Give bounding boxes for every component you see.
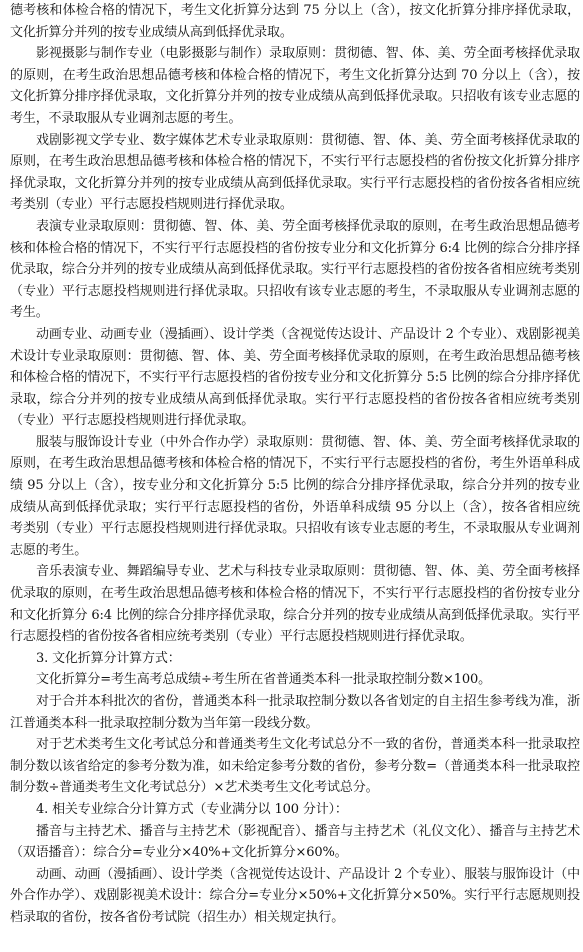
paragraph-performance-admission: 表演专业录取原则：贯彻德、智、体、美、劳全面考核择优录取的原则，在考生政治思想品德考核和体检合格的情况下，不实行平行志愿投档的省份按专业分和文化折算分 6:4 比例的综合分排序择优录取，综合分并列的按专业成绩从高到低择优录取。实行平行志愿投档的省份按各省相应统考类别（专业）平行志愿投档规则进行择优录取。只招收有该专业志愿的考生，不录取服从专业调剂志愿的考生。 bbox=[10, 218, 580, 321]
paragraph-music-dance-admission: 音乐表演专业、舞蹈编导专业、艺术与科技专业录取原则：贯彻德、智、体、美、劳全面考核择优录取的原则，在考生政治思想品德考核和体检合格的情况下，不实行平行志愿投档的省份按专业分和文化折算分 6:4 比例的综合分排序择优录取，综合分并列的按专业成绩从高到低择优录取。实行平行志愿投档的省份按各省相应统考类别（专业）平行志愿投档规则进行择优录取。 bbox=[10, 564, 580, 645]
paragraph-culture-score-formula: 文化折算分=考生高考总成绩÷考生所在省普通类本科一批录取控制分数×100。 bbox=[36, 672, 491, 688]
heading-composite-score-method: 4. 相关专业综合分计算方式（专业满分以 100 分计）： bbox=[36, 801, 348, 817]
paragraph-animation-composite: 动画、动画（漫插画）、设计学类（含视觉传达设计、产品设计 2 个专业）、服装与服饰设计（中外合作办学）、戏剧影视美术设计：综合分=专业分×50%+文化折算分×50%。实行平行志愿规则投档录取的省份，按各省份考试院（招生办）相关规定执行。 bbox=[10, 866, 580, 925]
paragraph-film-photography-admission: 影视摄影与制作专业（电影摄影与制作）录取原则：贯彻德、智、体、美、劳全面考核择优录取的原则，在考生政治思想品德考核和体检合格的情况下，考生文化折算分达到 70 分以上（含），按文化折算分排序择优录取，文化折算分并列的按专业成绩从高到低择优录取。只招收有该专业志愿的考生，不录取服从专业调剂志愿的考生。 bbox=[10, 46, 580, 126]
paragraph-continuation: 德考核和体检合格的情况下，考生文化折算分达到 75 分以上（含），按文化折算分排序择优录取，文化折算分并列的按专业成绩从高到低择优录取。 bbox=[10, 3, 580, 40]
paragraph-merged-batch-provinces: 对于合并本科批次的省份，普通类本科一批录取控制分数以各省划定的自主招生参考线为准，浙江普通类本科一批录取控制分数为当年第一段线分数。 bbox=[10, 694, 580, 731]
paragraph-art-total-score-provinces: 对于艺术类考生文化考试总分和普通类考生文化考试总分不一致的省份，普通类本科一批录取控制分数以该省给定的参考分数为准，如未给定参考分数的省份，参考分数=（普通类本科一批录取控制分数÷普通类考生文化考试总分）×艺术类考生文化考试总分。 bbox=[10, 737, 580, 796]
paragraph-animation-design-admission: 动画专业、动画专业（漫插画）、设计学类（含视觉传达设计、产品设计 2 个专业）、戏剧影视美术设计专业录取原则：贯彻德、智、体、美、劳全面考核择优录取的原则，在考生政治思想品德考核和体检合格的情况下，不实行平行志愿投档的省份按专业分和文化折算分 5:5 比例的综合分排序择优录取，综合分并列的按专业成绩从高到低择优录取。实行平行志愿投档的省份按各省相应统考类别（专业）平行志愿投档规则进行择优录取。 bbox=[10, 326, 580, 429]
paragraph-broadcasting-composite: 播音与主持艺术、播音与主持艺术（影视配音）、播音与主持艺术（礼仪文化）、播音与主持艺术（双语播音）：综合分=专业分×40%+文化折算分×60%。 bbox=[10, 823, 580, 861]
heading-culture-score-method: 3. 文化折算分计算方式： bbox=[36, 650, 181, 666]
paragraph-fashion-design-admission: 服装与服饰设计专业（中外合作办学）录取原则：贯彻德、智、体、美、劳全面考核择优录取的原则，在考生政治思想品德考核和体检合格的情况下，不实行平行志愿投档的省份，考生外语单科成绩 95 分以上（含），按专业分和文化折算分 5:5 比例的综合分排序择优录取，综合分并列的按专业成绩从高到低择优录取；实行平行志愿投档的省份，外语单科成绩 95 分以上（含），按各省相应统考类别（专业）平行志愿投档规则进行择优录取。只招收有该专业志愿的考生，不录取服从专业调剂志愿的考生。 bbox=[10, 434, 580, 558]
paragraph-drama-digital-media-admission: 戏剧影视文学专业、数字媒体艺术专业录取原则：贯彻德、智、体、美、劳全面考核择优录取的原则，在考生政治思想品德考核和体检合格的情况下，不实行平行志愿投档的省份按文化折算分排序择优录取，文化折算分并列的按专业成绩从高到低择优录取。实行平行志愿投档的省份按各省相应统考类别（专业）平行志愿投档规则进行择优录取。 bbox=[10, 132, 580, 213]
